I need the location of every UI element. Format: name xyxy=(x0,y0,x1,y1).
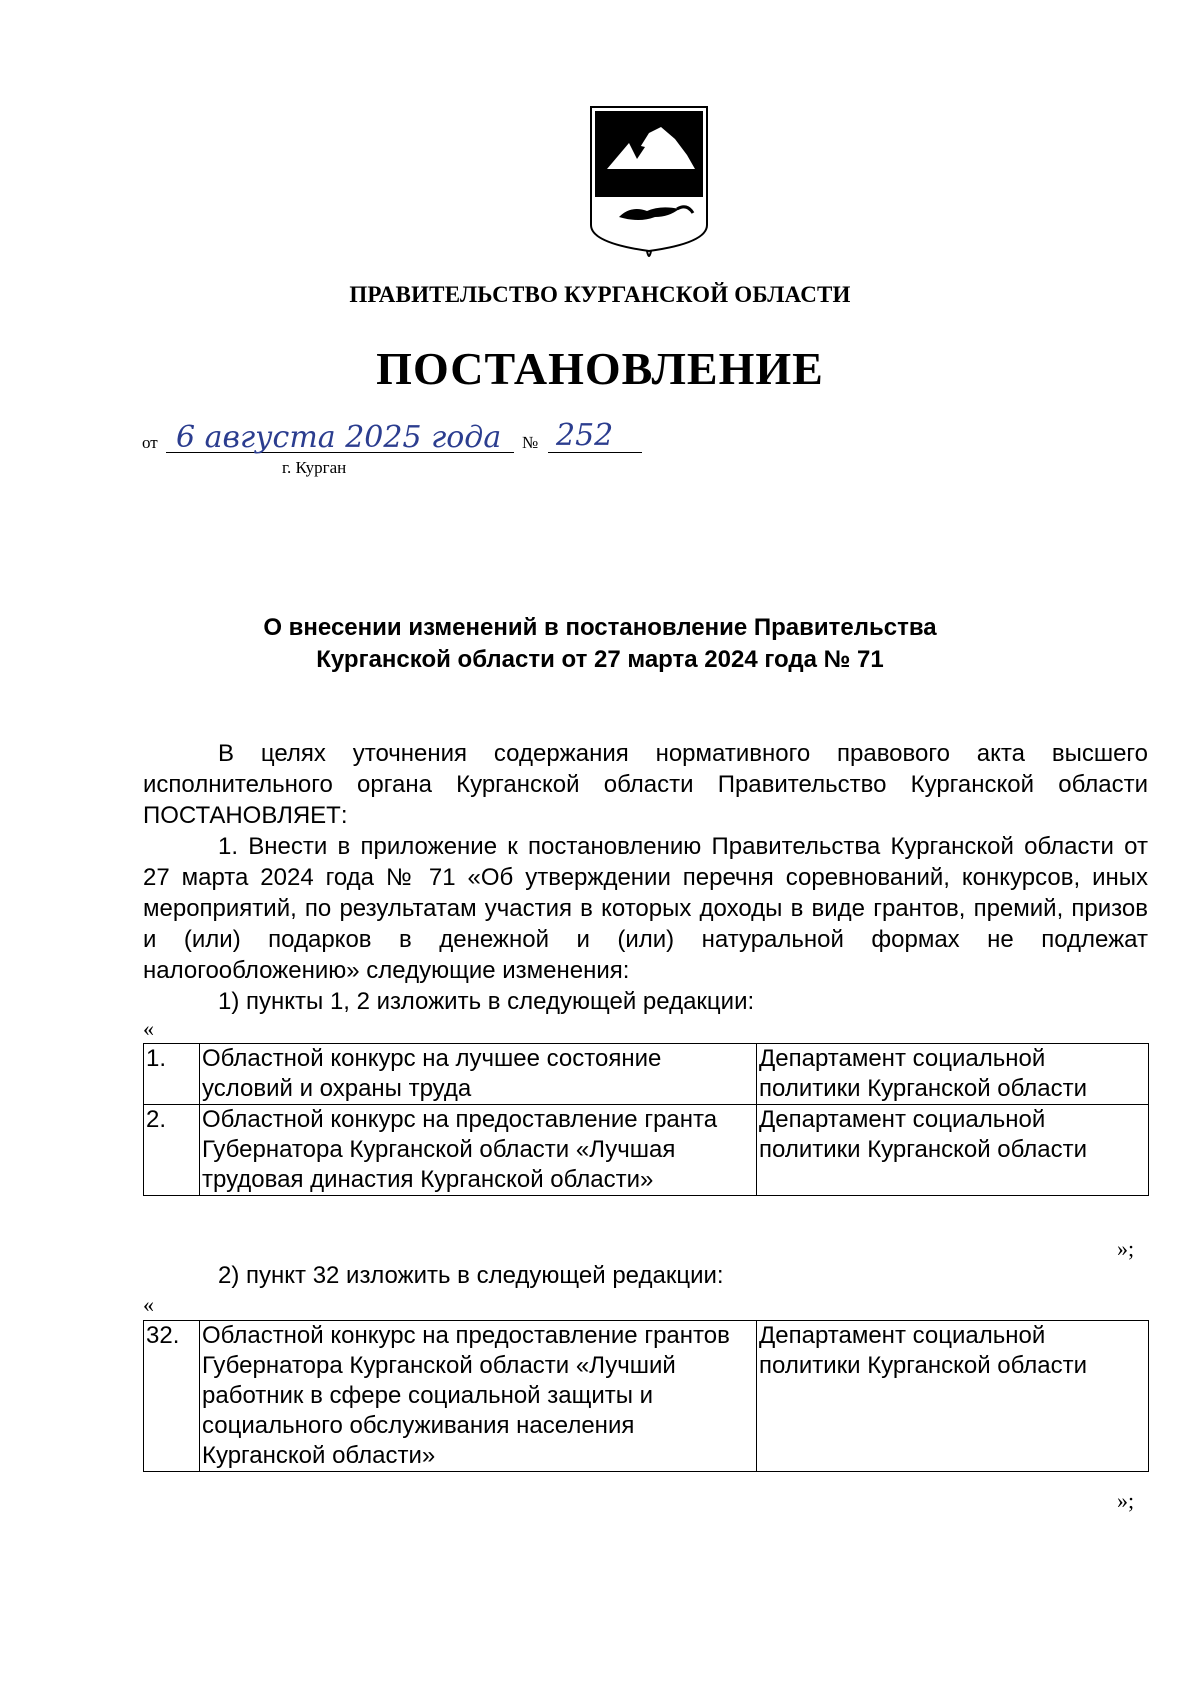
organizer: Департамент социальной политики Курганской области xyxy=(757,1105,1149,1196)
table-row xyxy=(144,1044,1149,1105)
document-title xyxy=(0,612,1200,676)
date-prefix: от xyxy=(142,433,158,452)
event-name: Областной конкурс на предоставление грантов Губернатора Курганской области «Лучший работник в сфере социальной защиты и социального обслуживания населения Курганской области» xyxy=(200,1321,757,1472)
item-1-paragraph xyxy=(143,986,1148,1017)
quote-close: »; xyxy=(1117,1488,1135,1513)
table-row xyxy=(144,1105,1149,1196)
organizer: Департамент социальной политики Курганской области xyxy=(757,1321,1149,1472)
item-2-text: 2) пункт 32 изложить в следующей редакции: xyxy=(218,1262,724,1289)
government-name: ПРАВИТЕЛЬСТВО КУРГАНСКОЙ ОБЛАСТИ xyxy=(349,282,851,307)
quote-open: « xyxy=(143,1292,154,1317)
document-type: ПОСТАНОВЛЕНИЕ xyxy=(376,343,824,394)
handwritten-number: 252 xyxy=(556,418,614,453)
title-line-2: Курганской области от 27 марта 2024 года № 71 xyxy=(316,646,884,673)
organizer: Департамент социальной политики Курганской области xyxy=(757,1044,1149,1105)
intro-paragraph xyxy=(143,738,1148,831)
amendment-table-2 xyxy=(143,1320,1149,1472)
event-name: Областной конкурс на предоставление гранта Губернатора Курганской области «Лучшая трудовая династия Курганской области» xyxy=(200,1105,757,1196)
intro-text: В целях уточнения содержания нормативного правового акта высшего исполнительного органа Курганской области Правительство Курганской области ПОСТАНОВЛЯЕТ: xyxy=(143,740,1148,829)
item-1-text: 1) пункты 1, 2 изложить в следующей редакции: xyxy=(218,988,755,1015)
row-number: 1. xyxy=(144,1044,200,1105)
event-name: Областной конкурс на лучшее состояние условий и охраны труда xyxy=(200,1044,757,1105)
handwritten-date: 6 августа 2025 года xyxy=(176,420,502,455)
quote-close: »; xyxy=(1117,1236,1135,1261)
amendment-table-1 xyxy=(143,1043,1149,1196)
title-line-1: О внесении изменений в постановление Правительства xyxy=(263,614,937,641)
number-sign: № xyxy=(522,433,539,452)
city-label: г. Курган xyxy=(282,458,347,477)
table-row xyxy=(144,1321,1149,1472)
row-number: 32. xyxy=(144,1321,200,1472)
clause-1-paragraph xyxy=(143,831,1148,986)
clause-1-text: 1. Внести в приложение к постановлению Правительства Курганской области от 27 марта 2024 года № 71 «Об утверждении перечня соревнований, конкурсов, иных мероприятий, по результатам участия в которых доходы в виде грантов, премий, призов и (или) подарков в денежной и (или) натуральной формах не подлежат налогообложению» следующие изменения: xyxy=(143,833,1148,984)
quote-open: « xyxy=(143,1016,154,1041)
row-number: 2. xyxy=(144,1105,200,1196)
coat-of-arms-emblem xyxy=(589,105,709,261)
